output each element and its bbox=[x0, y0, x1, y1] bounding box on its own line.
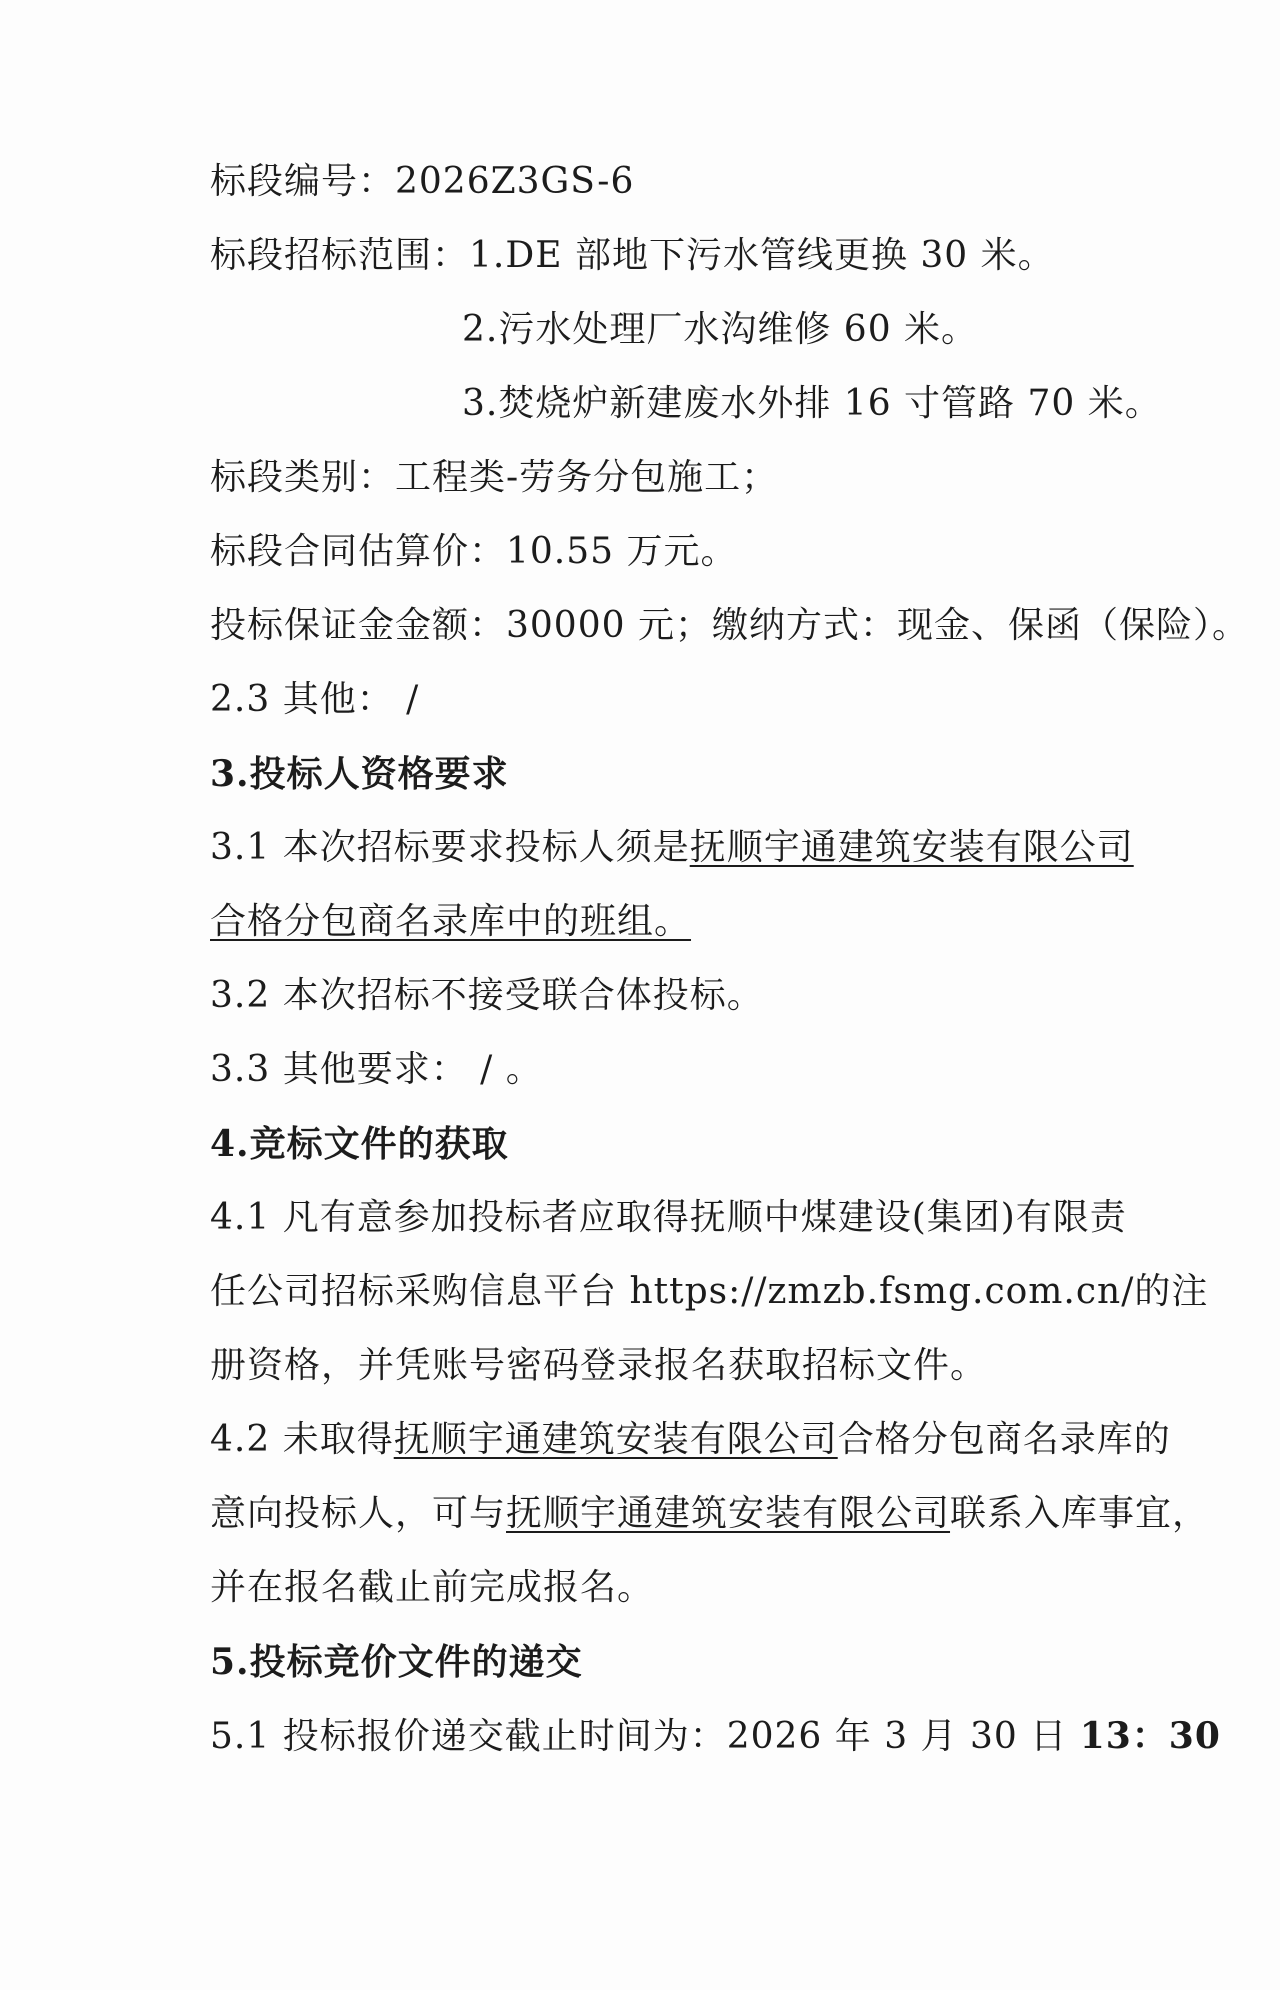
scope-first-line bbox=[210, 234, 1055, 278]
clause-4-2-line1 bbox=[210, 1418, 1171, 1462]
clause-4-2-suffix: 合格分包商名录库的 bbox=[837, 1419, 1171, 1460]
clause-3-1-prefix: 3.1 本次招标要求投标人须是 bbox=[210, 827, 690, 868]
company-name-underlined: 抚顺宇通建筑安装有限公司 bbox=[393, 1419, 838, 1460]
clause-3-2: 3.2 本次招标不接受联合体投标。 bbox=[210, 975, 764, 1016]
clause-4-1-line3: 册资格，并凭账号密码登录报名获取招标文件。 bbox=[210, 1345, 988, 1386]
company-name-underlined: 抚顺宇通建筑安装有限公司 bbox=[689, 827, 1134, 868]
lot-category: 标段类别：工程类-劳务分包施工； bbox=[210, 457, 779, 498]
deadline-time: 13：30 bbox=[1079, 1715, 1221, 1757]
scope-item: 3.焚烧炉新建废水外排 16 寸管路 70 米。 bbox=[462, 383, 1162, 424]
clause-3-1-continued: 合格分包商名录库中的班组。 bbox=[210, 901, 692, 942]
scope-label: 标段招标范围： bbox=[210, 235, 470, 276]
clause-5-1 bbox=[210, 1714, 1221, 1759]
clause-4-2-line2 bbox=[210, 1492, 1209, 1536]
clause-4-1-line2: 任公司招标采购信息平台 https://zmzb.fsmg.com.cn/的注 bbox=[210, 1271, 1209, 1312]
clause-4-2-line3: 并在报名截止前完成报名。 bbox=[210, 1567, 655, 1608]
contract-price: 标段合同估算价：10.55 万元。 bbox=[210, 531, 738, 572]
lot-number: 标段编号：2026Z3GS-6 bbox=[210, 161, 635, 202]
bid-bond: 投标保证金金额：30000 元；缴纳方式：现金、保函（保险）。 bbox=[210, 605, 1249, 646]
scope-item: 2.污水处理厂水沟维修 60 米。 bbox=[462, 309, 979, 350]
section-5-heading: 5.投标竞价文件的递交 bbox=[210, 1641, 583, 1683]
section-4-heading: 4.竞标文件的获取 bbox=[210, 1123, 509, 1165]
clause-3-3: 3.3 其他要求： / 。 bbox=[210, 1049, 543, 1090]
clause-4-2-line2-suffix: 联系入库事宜， bbox=[950, 1493, 1210, 1534]
clause-4-1-line1: 4.1 凡有意参加投标者应取得抚顺中煤建设(集团)有限责 bbox=[210, 1197, 1127, 1238]
clause-4-2-prefix: 4.2 未取得 bbox=[210, 1419, 394, 1460]
scope-item: 1.DE 部地下污水管线更换 30 米。 bbox=[469, 235, 1055, 276]
other-2-3: 2.3 其他： / bbox=[210, 679, 420, 720]
clause-5-1-prefix: 5.1 投标报价递交截止时间为：2026 年 3 月 30 日 bbox=[210, 1716, 1080, 1757]
clause-4-2-line2-prefix: 意向投标人，可与 bbox=[210, 1493, 507, 1534]
clause-3-1 bbox=[210, 826, 1134, 870]
section-3-heading: 3.投标人资格要求 bbox=[210, 753, 509, 795]
company-name-underlined: 抚顺宇通建筑安装有限公司 bbox=[506, 1493, 951, 1534]
